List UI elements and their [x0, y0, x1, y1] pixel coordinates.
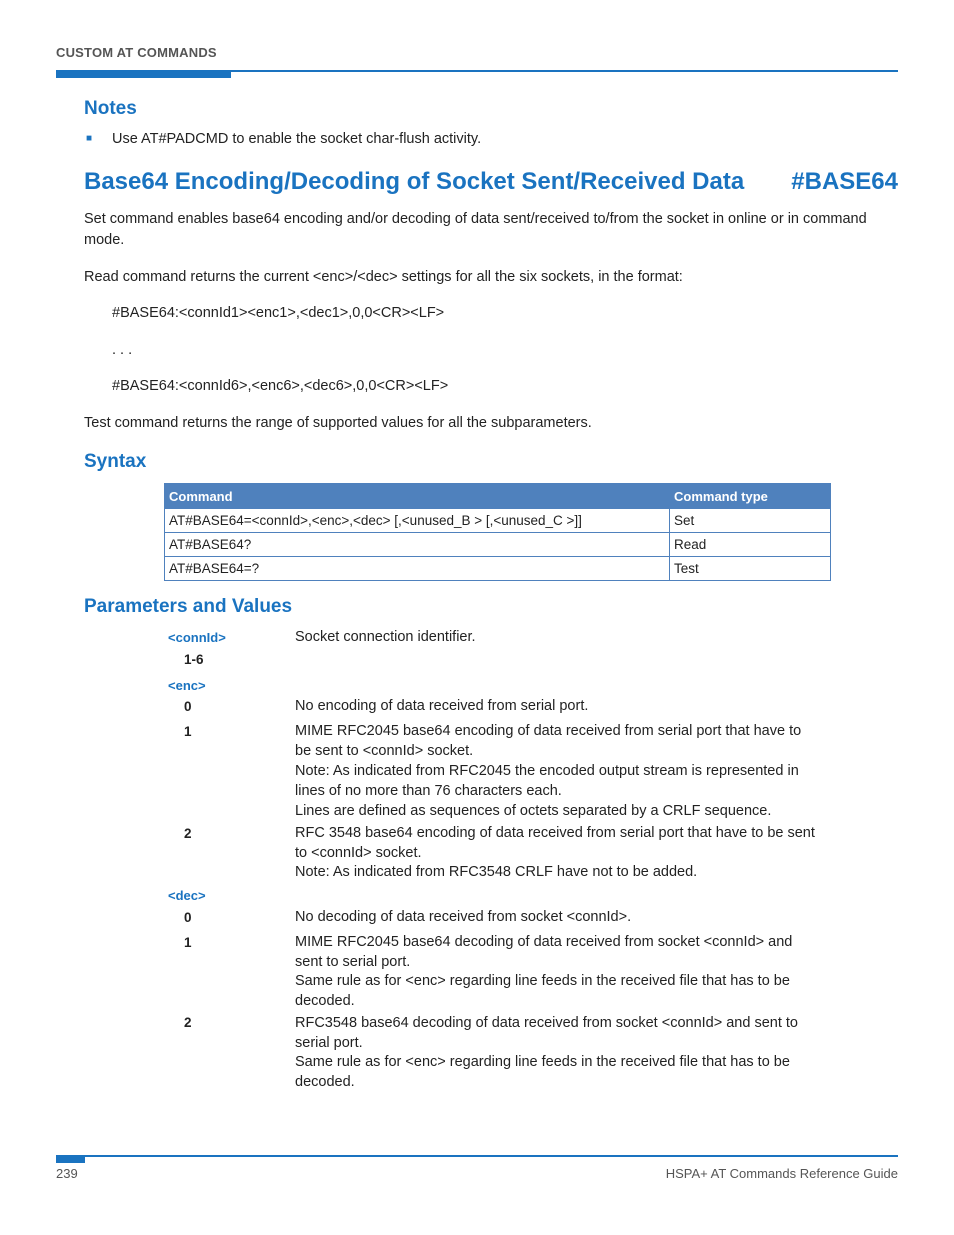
command-title	[84, 168, 898, 196]
enc-note-1b: Lines are defined as sequences of octets separated by a CRLF sequence.	[295, 803, 772, 819]
dec-note-2: Same rule as for <enc> regarding line feeds in the received file that has to be decoded.	[295, 1054, 790, 1090]
enc-value-0: 0	[184, 699, 192, 714]
page-number: 239	[56, 1166, 78, 1181]
table-header-row	[165, 484, 831, 509]
command-cell: AT#BASE64=?	[165, 557, 670, 581]
dec-value-0: 0	[184, 910, 192, 925]
table-row	[165, 557, 831, 581]
dec-value-2: 2	[184, 1015, 192, 1030]
enc-value-2: 2	[184, 826, 192, 841]
footer-accent-block	[56, 1155, 85, 1163]
syntax-table	[164, 483, 831, 581]
dec-description-1: MIME RFC2045 base64 decoding of data received from socket <connId> and sent to serial port.	[295, 934, 793, 970]
param-dec-label: <dec>	[168, 888, 206, 903]
enc-description-1: MIME RFC2045 base64 encoding of data received from serial port that have to be sent to <connId> socket.	[295, 723, 802, 759]
footer-rule	[56, 1155, 898, 1157]
test-description: Test command returns the range of supported values for all the subparameters.	[84, 415, 592, 431]
format-line-1: #BASE64:<connId1><enc1>,<dec1>,0,0<CR><LF>	[112, 305, 445, 321]
parameters-heading: Parameters and Values	[84, 596, 293, 617]
enc-note-2: Note: As indicated from RFC3548 CRLF have not to be added.	[295, 864, 698, 880]
enc-note-1: Note: As indicated from RFC2045 the encoded output stream is represented in lines of no more than 76 characters each.	[295, 763, 799, 799]
param-connid-label: <connId>	[168, 630, 226, 645]
command-type-cell: Set	[670, 509, 831, 533]
notes-item: Use AT#PADCMD to enable the socket char-flush activity.	[112, 131, 482, 147]
bullet-icon: ■	[86, 133, 93, 144]
format-line-2: #BASE64:<connId6>,<enc6>,<dec6>,0,0<CR><LF>	[112, 378, 449, 394]
dec-description-0: No decoding of data received from socket <connId>.	[295, 909, 632, 925]
enc-description-2: RFC 3548 base64 encoding of data received from serial port that have to be sent to <connId> socket.	[295, 825, 815, 861]
dec-description-2: RFC3548 base64 decoding of data received from socket <connId> and sent to serial port.	[295, 1015, 798, 1051]
notes-heading: Notes	[84, 98, 137, 119]
dec-note-1: Same rule as for <enc> regarding line feeds in the received file that has to be decoded.	[295, 973, 790, 1009]
enc-value-1: 1	[184, 724, 192, 739]
column-header-command: Command	[165, 484, 670, 509]
command-cell: AT#BASE64=<connId>,<enc>,<dec> [,<unused_B > [,<unused_C >]]	[165, 509, 670, 533]
command-cell: AT#BASE64?	[165, 533, 670, 557]
table-row	[165, 509, 831, 533]
command-title-text: Base64 Encoding/Decoding of Socket Sent/Received Data	[84, 168, 745, 195]
command-type-cell: Read	[670, 533, 831, 557]
enc-description-0: No encoding of data received from serial port.	[295, 698, 589, 714]
syntax-heading: Syntax	[84, 451, 147, 472]
param-connid-description: Socket connection identifier.	[295, 629, 476, 645]
command-type-cell: Test	[670, 557, 831, 581]
section-label: CUSTOM AT COMMANDS	[56, 45, 217, 60]
set-description: Set command enables base64 encoding and/or decoding of data sent/received to/from the socket in online or in command mode.	[84, 211, 867, 248]
read-description: Read command returns the current <enc>/<dec> settings for all the six sockets, in the format:	[84, 269, 683, 285]
param-connid-value: 1-6	[184, 652, 204, 667]
format-ellipsis: . . .	[112, 342, 133, 358]
param-enc-label: <enc>	[168, 678, 206, 693]
document-title: HSPA+ AT Commands Reference Guide	[665, 1166, 898, 1181]
command-tag: #BASE64	[791, 168, 898, 195]
header-accent-block	[56, 70, 231, 78]
column-header-command-type: Command type	[670, 484, 831, 509]
dec-value-1: 1	[184, 935, 192, 950]
table-row	[165, 533, 831, 557]
